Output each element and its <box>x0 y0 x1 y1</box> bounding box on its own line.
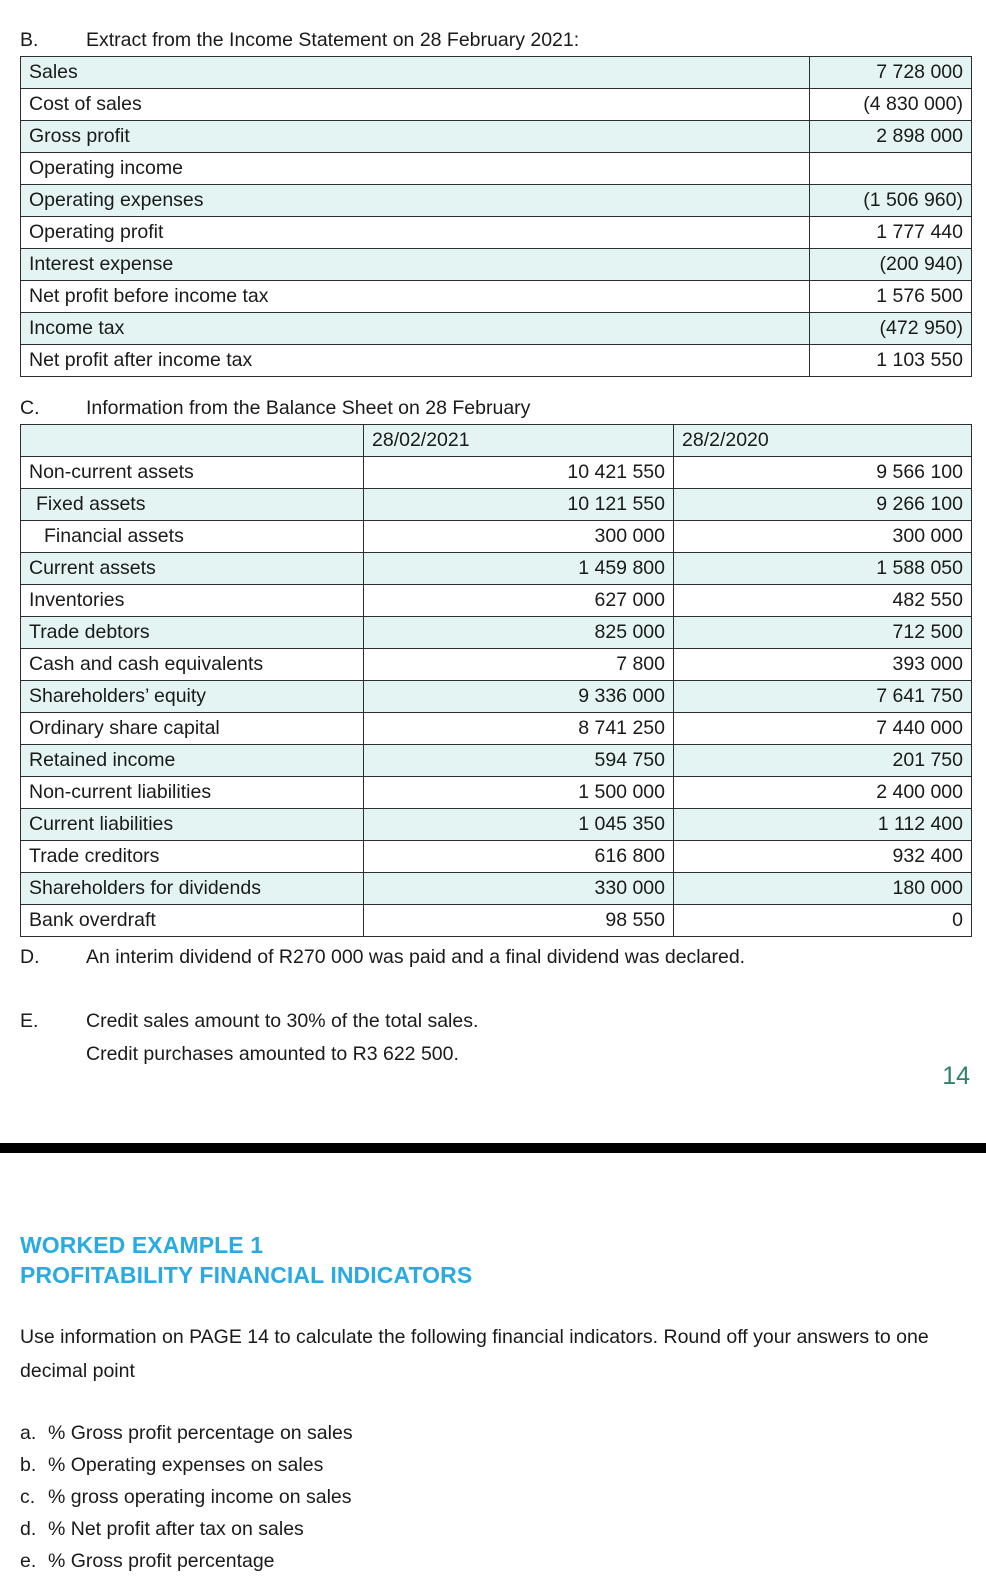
balance-row-col1: 7 800 <box>364 649 674 681</box>
balance-row-col2: 201 750 <box>674 745 972 777</box>
table-row <box>21 489 972 521</box>
list-item <box>20 1417 620 1449</box>
balance-row-col2: 1 588 050 <box>674 553 972 585</box>
list-item <box>20 1449 620 1481</box>
table-row <box>21 185 972 217</box>
balance-row-label: Inventories <box>21 585 364 617</box>
balance-row-col2: 1 112 400 <box>674 809 972 841</box>
balance-row-col2: 932 400 <box>674 841 972 873</box>
balance-row-col1: 9 336 000 <box>364 681 674 713</box>
table-row <box>21 777 972 809</box>
income-row-label: Sales <box>21 57 810 89</box>
worked-example-title-line1: WORKED EXAMPLE 1 <box>20 1232 264 1258</box>
table-row <box>21 553 972 585</box>
table-row <box>21 345 972 377</box>
balance-row-col1: 1 045 350 <box>364 809 674 841</box>
list-item <box>20 1513 620 1545</box>
table-row <box>21 457 972 489</box>
balance-row-col1: 300 000 <box>364 521 674 553</box>
list-item-label: % Gross profit percentage on sales <box>48 1422 353 1444</box>
balance-row-label: Financial assets <box>21 521 364 553</box>
income-row-value: (200 940) <box>810 249 972 281</box>
balance-header-label <box>21 425 364 457</box>
balance-row-col2: 393 000 <box>674 649 972 681</box>
note-d-letter: D. <box>20 946 40 968</box>
balance-row-col1: 8 741 250 <box>364 713 674 745</box>
section-b-heading <box>20 28 579 52</box>
list-item-marker: d. <box>20 1518 37 1540</box>
list-item-marker: e. <box>20 1550 37 1572</box>
section-c-heading <box>20 396 530 420</box>
table-row <box>21 713 972 745</box>
note-e <box>20 1009 478 1033</box>
table-row <box>21 649 972 681</box>
balance-row-col1: 330 000 <box>364 873 674 905</box>
balance-sheet-table <box>20 424 972 937</box>
table-row <box>21 617 972 649</box>
income-row-value: (472 950) <box>810 313 972 345</box>
balance-row-label: Ordinary share capital <box>21 713 364 745</box>
balance-sheet-body <box>21 425 972 937</box>
balance-row-col1: 98 550 <box>364 905 674 937</box>
income-row-value: (4 830 000) <box>810 89 972 121</box>
table-row <box>21 841 972 873</box>
balance-row-col2: 9 266 100 <box>674 489 972 521</box>
balance-row-col2: 712 500 <box>674 617 972 649</box>
section-c-letter: C. <box>20 397 40 419</box>
list-item <box>20 1545 620 1577</box>
table-row <box>21 89 972 121</box>
list-item <box>20 1481 620 1513</box>
note-d <box>20 945 745 969</box>
section-c-title: Information from the Balance Sheet on 28 February <box>86 397 531 419</box>
balance-row-label: Trade creditors <box>21 841 364 873</box>
balance-row-label: Current liabilities <box>21 809 364 841</box>
income-row-value: 1 576 500 <box>810 281 972 313</box>
income-row-value <box>810 153 972 185</box>
note-e-text2: Credit purchases amounted to R3 622 500. <box>86 1043 459 1065</box>
balance-row-col2: 7 641 750 <box>674 681 972 713</box>
table-row <box>21 57 972 89</box>
worked-example-instructions: Use information on PAGE 14 to calculate the following financial indicators. Round off your answers to one decimal point <box>20 1326 929 1382</box>
income-row-label: Interest expense <box>21 249 810 281</box>
income-row-label: Gross profit <box>21 121 810 153</box>
balance-row-col1: 616 800 <box>364 841 674 873</box>
page-number: 14 <box>942 1062 970 1090</box>
balance-row-col2: 300 000 <box>674 521 972 553</box>
income-row-label: Cost of sales <box>21 89 810 121</box>
table-row <box>21 681 972 713</box>
list-item-marker: b. <box>20 1454 37 1476</box>
note-d-text: An interim dividend of R270 000 was paid and a final dividend was declared. <box>86 946 746 968</box>
balance-row-col1: 594 750 <box>364 745 674 777</box>
balance-row-label: Bank overdraft <box>21 905 364 937</box>
income-row-label: Net profit before income tax <box>21 281 810 313</box>
income-row-value: (1 506 960) <box>810 185 972 217</box>
balance-row-col1: 10 121 550 <box>364 489 674 521</box>
indicator-list <box>20 1417 620 1577</box>
table-row <box>21 281 972 313</box>
balance-row-col2: 9 566 100 <box>674 457 972 489</box>
table-row <box>21 745 972 777</box>
table-row <box>21 873 972 905</box>
table-row <box>21 521 972 553</box>
balance-row-col1: 1 500 000 <box>364 777 674 809</box>
table-row <box>21 585 972 617</box>
page-divider-bar <box>0 1143 986 1153</box>
income-statement-table <box>20 56 972 377</box>
income-row-value: 1 103 550 <box>810 345 972 377</box>
balance-row-col2: 180 000 <box>674 873 972 905</box>
note-e-letter: E. <box>20 1010 39 1032</box>
income-row-label: Net profit after income tax <box>21 345 810 377</box>
income-row-label: Operating expenses <box>21 185 810 217</box>
table-row <box>21 121 972 153</box>
balance-row-col2: 482 550 <box>674 585 972 617</box>
list-item-label: % Gross profit percentage <box>48 1550 275 1572</box>
table-header-row <box>21 425 972 457</box>
balance-row-col1: 825 000 <box>364 617 674 649</box>
table-row <box>21 217 972 249</box>
balance-row-label: Current assets <box>21 553 364 585</box>
table-row <box>21 153 972 185</box>
income-row-value: 7 728 000 <box>810 57 972 89</box>
table-row <box>21 313 972 345</box>
list-item-marker: c. <box>20 1486 36 1508</box>
income-statement-body <box>21 57 972 377</box>
income-row-value: 2 898 000 <box>810 121 972 153</box>
list-item-label: % gross operating income on sales <box>48 1486 352 1508</box>
balance-header-col2: 28/2/2020 <box>674 425 972 457</box>
income-row-label: Operating income <box>21 153 810 185</box>
balance-row-label: Shareholders’ equity <box>21 681 364 713</box>
balance-header-col1: 28/02/2021 <box>364 425 674 457</box>
balance-row-col2: 0 <box>674 905 972 937</box>
section-b-letter: B. <box>20 29 39 51</box>
balance-row-col2: 2 400 000 <box>674 777 972 809</box>
table-row <box>21 809 972 841</box>
balance-row-col1: 1 459 800 <box>364 553 674 585</box>
balance-row-label: Fixed assets <box>21 489 364 521</box>
table-row <box>21 905 972 937</box>
balance-row-col2: 7 440 000 <box>674 713 972 745</box>
balance-row-label: Cash and cash equivalents <box>21 649 364 681</box>
list-item-marker: a. <box>20 1422 37 1444</box>
balance-row-label: Trade debtors <box>21 617 364 649</box>
balance-row-col1: 10 421 550 <box>364 457 674 489</box>
section-b-title: Extract from the Income Statement on 28 February 2021: <box>86 29 580 51</box>
balance-row-col1: 627 000 <box>364 585 674 617</box>
balance-row-label: Non-current liabilities <box>21 777 364 809</box>
list-item-label: % Net profit after tax on sales <box>48 1518 304 1540</box>
table-row <box>21 249 972 281</box>
income-row-value: 1 777 440 <box>810 217 972 249</box>
balance-row-label: Non-current assets <box>21 457 364 489</box>
income-row-label: Income tax <box>21 313 810 345</box>
note-e-text: Credit sales amount to 30% of the total sales. <box>86 1010 479 1032</box>
income-row-label: Operating profit <box>21 217 810 249</box>
worked-example-title-line2: PROFITABILITY FINANCIAL INDICATORS <box>20 1262 473 1288</box>
list-item-label: % Operating expenses on sales <box>48 1454 324 1476</box>
balance-row-label: Retained income <box>21 745 364 777</box>
balance-row-label: Shareholders for dividends <box>21 873 364 905</box>
worked-example-heading <box>20 1230 472 1290</box>
